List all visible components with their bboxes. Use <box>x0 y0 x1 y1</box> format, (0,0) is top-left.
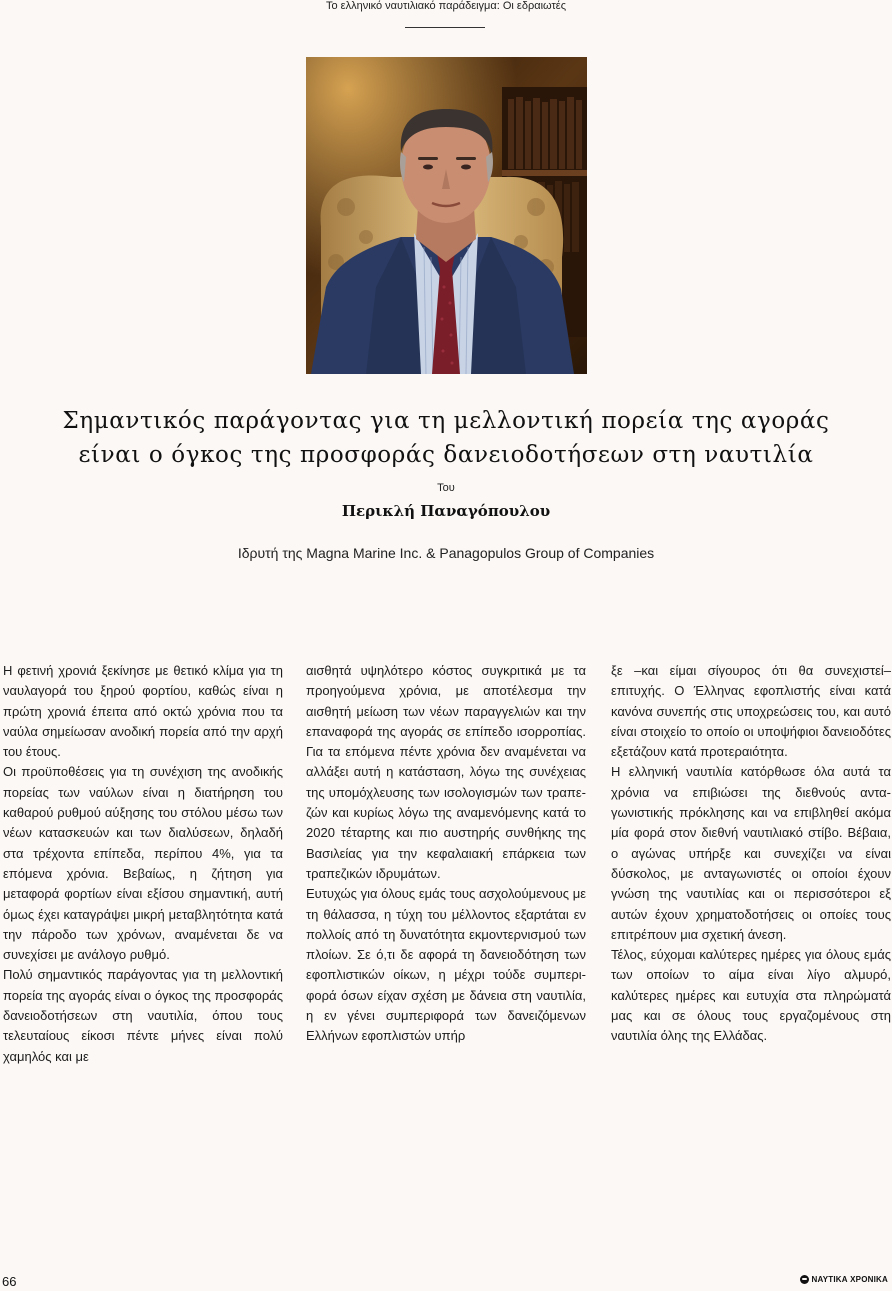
paragraph: Η φετινή χρονιά ξεκίνησε με θετικό κλίμα για τη ναυλαγορά του ξηρού φορτίου, καθώς είναι η πρώτη χρονιά έπειτα από οκτώ χρόνια που τα ναύλα σημείωσαν ανοδική πορεία από την αρχή του έτους. <box>3 663 283 760</box>
page-number: 66 <box>2 1274 17 1289</box>
article-column-3 <box>611 661 891 1047</box>
header-divider <box>405 27 485 28</box>
paragraph: Ευτυχώς για όλους εμάς τους ασχολούμενους με τη θάλασσα, η τύχη του μέλλοντος εξαρτάται εν πολλοίς από τη δυνατότητα εκμοντερνισμού των πλοίων. Σε ό,τι δε αφορά τη δανειοδότηση των εφοπλιστικών οίκων, η μέχρι τούδε συμπεριφορά όσων είχαν σχέση με δάνεια στη ναυτιλία, η εν γένει συμπεριφορά των δανειζόμενων Ελλήνων εφοπλιστών υπήρ <box>306 886 586 1044</box>
paragraph: Η ελληνική ναυτιλία κατόρθωσε όλα αυτά τα χρόνια να επιβιώσει της διεθνούς ανταγωνιστικής πρόκλησης και να επιβληθεί ακόμα μία φορά στον διεθνή ναυτιλιακό στίβο. Βέβαια, ο αγώνας υπήρξε και συνεχίζει να είναι δύσκολος, με ανταγωνιστές οι οποίοι έχουν γνώση της ναυτιλίας και οι περισσότεροι εξ αυτών έχουν χρηματοδοτήσεις οι οποίες τους επιτρέπουν μια σχετική άνεση. <box>611 764 891 942</box>
author-portrait <box>306 57 587 374</box>
paragraph: αισθητά υψηλότερο κόστος συγκριτικά με τα προηγούμενα χρόνια, με αποτέλεσμα την αισθητή μείωση των νέων παραγγελιών και την επαναφορά της αγοράς σε επίπεδο ισορροπίας. Για τα επόμενα πέντε χρόνια δεν αναμένεται να αλλάξει αυτή η κατάσταση, λόγω της συνέχειας της υπομόχλευσης των ισολογισμών των τραπεζών και κυρίως λόγω της αναμενόμενης κατά το 2020 τέταρτης και πιο αυστηρής συνθήκης της Βασιλείας για την κεφαλαιακή επάρκεια των τραπεζικών ιδρυμάτων. <box>306 663 586 881</box>
article-column-1 <box>3 661 283 1067</box>
portrait-illustration <box>306 57 587 374</box>
author-name: Περικλή Παναγόπουλου <box>341 502 551 520</box>
magazine-brand <box>800 1275 889 1284</box>
paragraph: Πολύ σημαντικός παράγοντας για τη μελλοντική πορεία της αγοράς είναι ο όγκος της προσφοράς δανειοδοτήσεων στη ναυτιλία, όπου τους τελευταίους είκοσι πέντε μήνες είναι πολύ χαμηλός και με <box>3 967 283 1064</box>
magazine-logo-icon <box>800 1275 809 1284</box>
paragraph: ξε –και είμαι σίγουρος ότι θα συνεχιστεί– επιτυχής. Ο Έλληνας εφοπλιστής είναι κατά κανόνα συνεπής στις υποχρεώσεις του, και αυτό είναι στοιχείο το οποίο οι υποψήφιοι δανειοδότες εξετάζουν κατά προτεραιότητα. <box>611 663 891 760</box>
article-column-2 <box>306 661 586 1047</box>
paragraph: Οι προϋποθέσεις για τη συνέχιση της ανοδικής πορείας των ναύλων είναι η διατήρηση του καθαρού ρυθμού αύξησης του στόλου μέσω των νέων κατασκευών και των διαλύσεων, δηλαδή στα τρέχοντα επίπεδα, περίπου 4%, για τα επόμενα χρόνια. Βεβαίως, η ζήτηση για μεταφορά φορτίων είναι εξίσου σημαντική, αυτή όμως έχει καταγράψει μικρή μεταβλητότητα κατά την πάροδο των χρόνων, αναμένεται δε να συνεχίσει με ανάλογο ρυθμό. <box>3 764 283 963</box>
headline-line-2: είναι ο όγκος της προσφοράς δανειοδοτήσεων στη ναυτιλία <box>78 442 814 468</box>
article-headline <box>40 404 852 472</box>
magazine-name: ΝΑΥΤΙΚΑ ΧΡΟΝΙΚΑ <box>811 1275 888 1284</box>
byline-prefix: Του <box>437 482 455 494</box>
running-title: Το ελληνικό ναυτιλιακό παράδειγμα: Οι εδραιωτές <box>325 0 566 12</box>
paragraph: Τέλος, εύχομαι καλύτερες ημέρες για όλους εμάς των οποίων το αίμα είναι λίγο αλμυρό, καλύτερες ημέρες και ευτυχία στα πληρώματά μας και σε όλους τους εργαζομένους στη ναυτιλία όλης της Ελλάδας. <box>611 947 891 1044</box>
headline-line-1: Σημαντικός παράγοντας για τη μελλοντική πορεία της αγοράς <box>62 408 830 434</box>
author-affiliation: Ιδρυτή της Magna Marine Inc. & Panagopulos Group of Companies <box>237 545 655 561</box>
